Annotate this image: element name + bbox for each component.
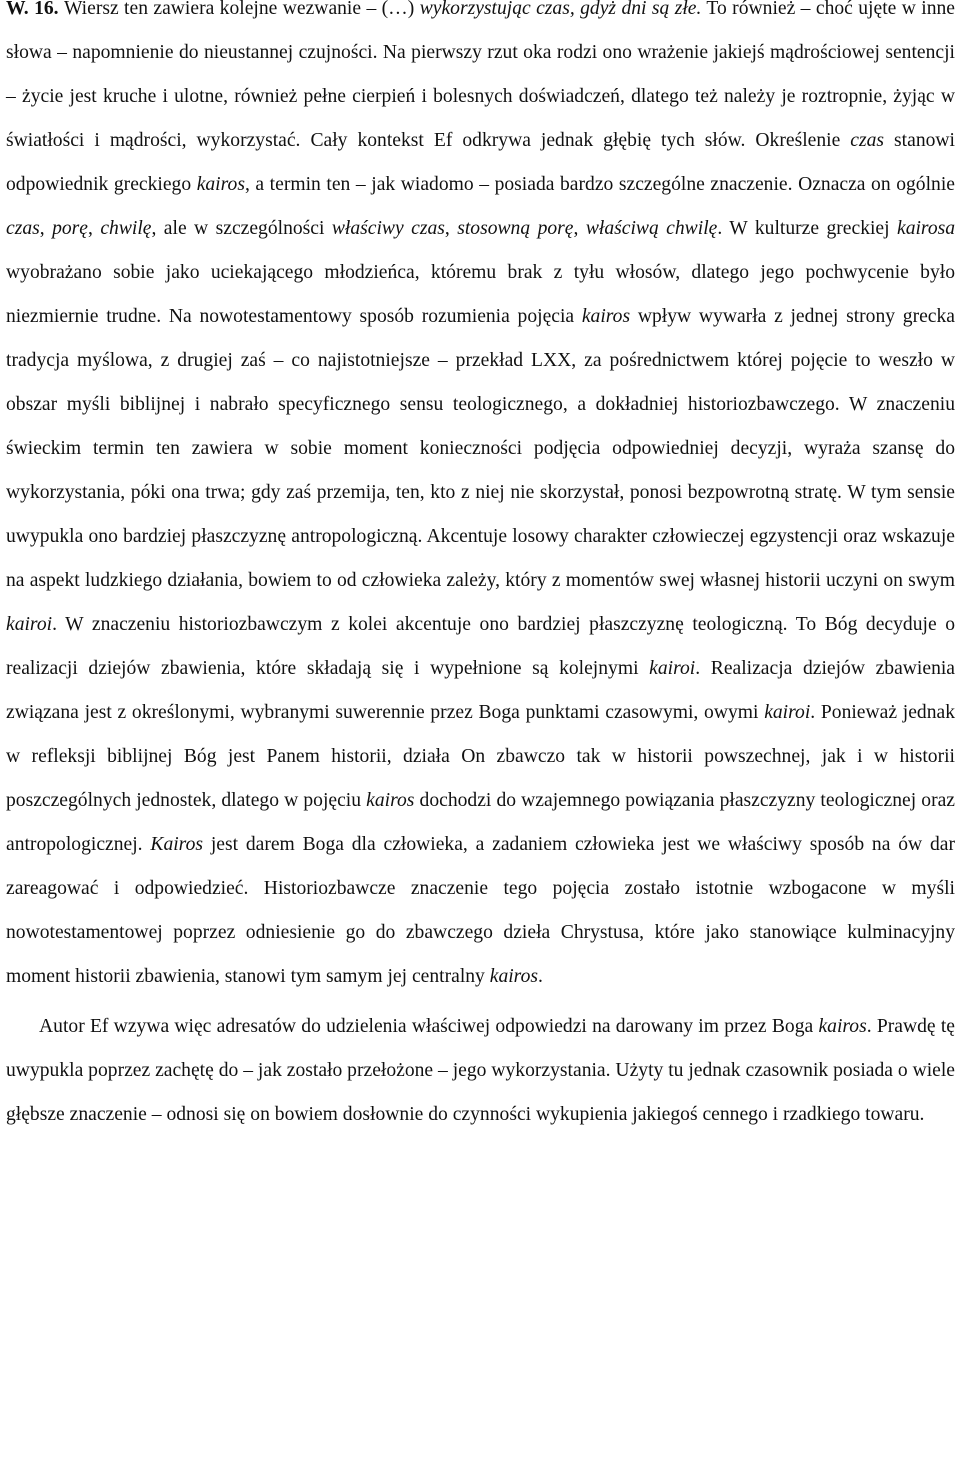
italic-term: kairos	[818, 1016, 867, 1037]
paragraph-author-call	[6, 1005, 955, 1137]
text-run: .	[538, 966, 543, 987]
italic-term: kairos	[366, 790, 415, 811]
text-run: jest darem Boga dla człowieka, a zadaniem człowieka jest we właściwy sposób na ów dar zareagować i odpowiedzieć. Historiozbawcze znaczenie tego pojęcia zostało istotnie wzbogacone w myśli nowotestamentowej poprzez odniesienie go do zbawczego dzieła Chrystusa, które jako stanowiące kulminacyjny moment historii zbawienia, stanowi tym samym jej centralny	[6, 834, 955, 987]
text-run: dochodzi do wzajemnego powiązania płaszczyzny teologicznej oraz antropologicznej.	[6, 790, 956, 855]
text-run: ,	[573, 218, 586, 239]
text-run: Wiersz ten zawiera kolejne wezwanie – (…)	[63, 0, 420, 19]
italic-term: czas	[6, 218, 40, 239]
text-run: . W znaczeniu historiozbawczym z kolei akcentuje ono bardziej płaszczyznę teologiczną. To Bóg decyduje o realizacji dziejów zbawienia, które składają się i wypełnione są kolejnymi	[6, 614, 955, 679]
text-run: , a termin ten – jak wiadomo – posiada bardzo szczególne znaczenie. Oznacza on ogólnie	[244, 174, 955, 195]
italic-term: wykorzystując czas, gdyż dni są złe.	[419, 0, 702, 19]
text-run: , ale w szczególności	[151, 218, 332, 239]
verse-reference: W. 16.	[6, 0, 64, 19]
text-run: Autor Ef wzywa więc adresatów do udzielenia właściwej odpowiedzi na darowany im przez Boga	[39, 1016, 819, 1037]
text-run: . Ponieważ jednak w refleksji biblijnej Bóg jest Panem historii, działa On zbawczo tak w historii powszechnej, jak i w historii poszczególnych jednostek, dlatego w pojęciu	[6, 702, 955, 811]
text-run: To również – choć ujęte w inne słowa – napomnienie do nieustannej czujności. Na pierwszy rzut oka rodzi ono wrażenie jakiejś mądrościowej sentencji – życie jest kruche i ulotne, również pełne cierpień i bolesnych doświadczeń, dlatego też należy je roztropnie, żyjąc w światłości i mądrości, wykorzystać. Cały kontekst Ef odkrywa jednak głębię tych słów. Określenie	[6, 0, 955, 151]
paragraph-verse-16	[6, 0, 955, 999]
italic-term: właściwą chwilę	[585, 218, 718, 239]
italic-term: chwilę	[100, 218, 152, 239]
italic-term: kairos	[489, 966, 539, 987]
text-run: ,	[88, 218, 101, 239]
italic-term: kairoi	[649, 658, 696, 679]
italic-term: kairoi	[764, 702, 811, 723]
text-run: stanowi odpowiednik greckiego	[6, 130, 956, 195]
italic-term: właściwy czas	[331, 218, 445, 239]
italic-term: czas	[850, 130, 885, 151]
text-run: wpływ wywarła z jednej strony grecka tradycja myślowa, z drugiej zaś – co najistotniejsze – przekład LXX, za pośrednictwem której pojęcie to weszło w obszar myśli biblijnej i nabrało specyficznego sensu teologicznego, a dokładniej historiozbawczego. W znaczeniu świeckim termin ten zawiera w sobie moment konieczności podjęcia odpowiedniej decyzji, wyraża szansę do wykorzystania, póki ona trwa; gdy zaś przemija, ten, kto z niej nie skorzystał, ponosi bezpowrotną stratę. W tym sensie uwypukla ono bardziej płaszczyznę antropologiczną. Akcentuje losowy charakter człowieczej egzystencji oraz wskazuje na aspekt ludzkiego działania, bowiem to od człowieka zależy, który z momentów swej własnej historii uczyni on swym	[6, 306, 956, 591]
italic-term: kairos	[581, 306, 631, 327]
italic-term: kairoi	[6, 614, 53, 635]
text-run: . Realizacja dziejów zbawienia związana jest z określonymi, wybranymi suwerennie przez Boga punktami czasowymi, owymi	[6, 658, 956, 723]
text-run: ,	[39, 218, 53, 239]
italic-term: kairos	[196, 174, 245, 195]
italic-term: porę	[52, 218, 88, 239]
text-run: . W kulturze greckiej	[717, 218, 897, 239]
italic-term: Kairos	[150, 834, 204, 855]
italic-term: kairosa	[897, 218, 956, 239]
text-run: ,	[444, 218, 458, 239]
text-run: wyobrażano sobie jako uciekającego młodzieńca, któremu brak z tyłu włosów, dlatego jego pochwycenie było niezmiernie trudne. Na nowotestamentowy sposób rozumienia pojęcia	[6, 262, 955, 327]
italic-term: stosowną porę	[457, 218, 574, 239]
text-run: . Prawdę tę uwypukla poprzez zachętę do – jak zostało przełożone – jego wykorzystania. Użyty tu jednak czasownik posiada o wiele głębsze znaczenie – odnosi się on bowiem dosłownie do czynności wykupienia jakiegoś cennego i rzadkiego towaru.	[6, 1016, 955, 1125]
